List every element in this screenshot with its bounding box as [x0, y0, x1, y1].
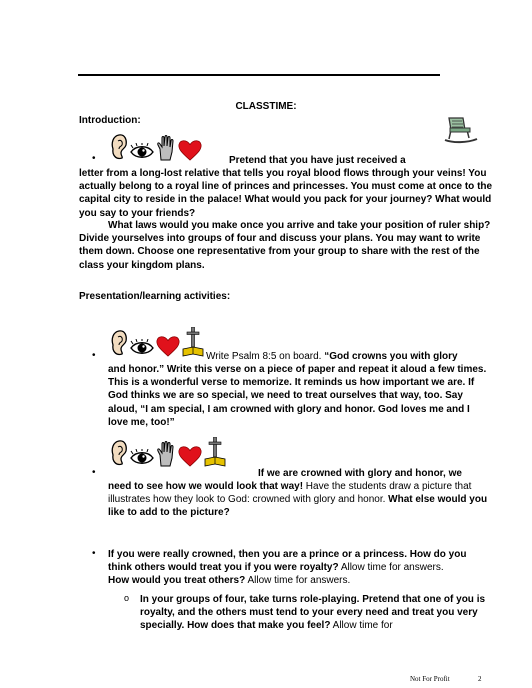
item3-bold-2: How would you treat others? [108, 575, 246, 587]
intro-paragraph-2: What laws would you make once you arrive and take your position of ruler ship? Divide yourselves into groups of four and discuss your plans. You may want to write them down. Choose one representative from your group to share with the rest of the class your kingdom plans. [79, 220, 491, 271]
bible-cross-icon [204, 437, 226, 467]
eye-icon [130, 449, 154, 467]
sense-icons-row [108, 133, 202, 161]
intro-paragraph: letter from a long-lost relative that tells you royal blood flows through your veins! You actually belong to a royal line of princes and princesses. You must come at once to the capital city to reside in the palace! What would you pack for your journey? What would you say to your friends? [79, 168, 493, 219]
intro-lead-text: Pretend that you have just received a [229, 155, 406, 166]
sub-bullet: o [124, 593, 130, 603]
sense-icons-row [108, 437, 226, 467]
item1-lead [206, 350, 458, 363]
ear-icon [108, 329, 128, 357]
bullet: • [92, 467, 96, 478]
bullet: • [92, 153, 96, 164]
heart-icon [156, 335, 180, 357]
item3-bold-1: If you were really crowned, then you are a prince or a princess. How do you think others would treat you if you were royalty? [108, 549, 467, 574]
subitem-bold: In your groups of four, take turns role-playing. Pretend that one of you is royalty, and the others must tend to your every need and treat you very specially. How does that make you feel? [140, 594, 486, 632]
item2-bold-2: What else would you like to add to the picture? [108, 494, 488, 519]
page-number: 2 [478, 675, 482, 683]
item2-paragraph [108, 480, 493, 520]
item3-paragraph [108, 548, 493, 588]
bullet: • [92, 350, 96, 361]
ear-icon [108, 439, 128, 467]
item1-plain: Write Psalm 8:5 on board. [206, 351, 322, 362]
ear-icon [108, 133, 128, 161]
item2-bold-1: need to see how we would look that way! [108, 481, 304, 492]
bullet: • [92, 548, 96, 559]
presentation-label: Presentation/learning activities: [79, 291, 231, 302]
top-rule [78, 74, 440, 76]
introduction-label: Introduction: [79, 115, 141, 126]
item3-regular-2: Allow time for answers. [245, 575, 351, 587]
sense-icons-row [108, 327, 204, 357]
footer-text: Not For Profit [410, 675, 450, 683]
subitem-paragraph [140, 593, 495, 633]
hand-icon [156, 135, 176, 161]
rocking-chair-icon [443, 116, 479, 144]
bible-cross-icon [182, 327, 204, 357]
hand-icon [156, 441, 176, 467]
item2-regular-1: Have the students draw a picture that illustrates how they look to God: crowned with glory and honor. [108, 481, 472, 506]
item1-bold: “God crowns you with glory [324, 351, 458, 362]
heart-icon [178, 445, 202, 467]
item2-lead: If we are crowned with glory and honor, we [258, 468, 462, 479]
classtime-heading: CLASSTIME: [235, 101, 297, 112]
item1-paragraph: and honor.” Write this verse on a piece of paper and repeat it aloud a few times. This is a wonderful verse to memorize. It reminds us how important we are. If God thinks we are so special, we need to treat ourselves that way, too. Say aloud, “I am special, I am crowned with glory and honor. God loves me and I love me, too!” [108, 364, 487, 428]
eye-icon [130, 143, 154, 161]
eye-icon [130, 339, 154, 357]
item3-regular-1: Allow time for answers. [338, 562, 444, 574]
subitem-regular: Allow time for [330, 620, 393, 632]
heart-icon [178, 139, 202, 161]
